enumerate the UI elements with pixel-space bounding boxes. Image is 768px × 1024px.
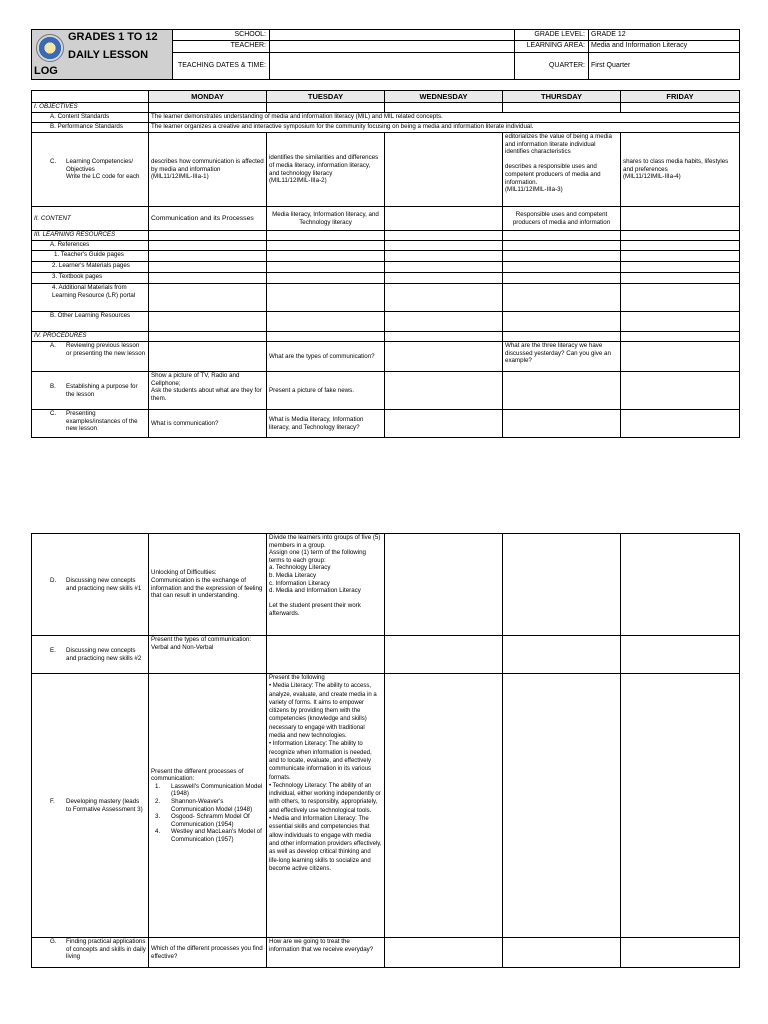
learning-competencies-label	[32, 133, 149, 207]
procedure-a-text: Reviewing previous lesson or presenting the new lesson	[66, 342, 146, 357]
procedure-d-label	[32, 534, 149, 636]
procedure-c-monday: What is communication?	[149, 410, 267, 438]
teaching-dates-label: TEACHING DATES & TIME:	[173, 52, 270, 79]
process-item: Osgood- Schramm Model Of Communication (1954)	[171, 813, 250, 828]
grade-level-value: GRADE 12	[589, 30, 740, 41]
procedure-a-label	[32, 342, 149, 372]
procedure-a-thursday: What are the three literacy we have discussed yesterday? Can you give an example?	[503, 342, 621, 372]
procedure-d-thursday	[503, 534, 621, 636]
procedure-g-num: G.	[50, 938, 57, 945]
lesson-log-table-1	[31, 90, 740, 438]
procedure-f-friday	[621, 674, 740, 938]
procedure-e-friday	[621, 636, 740, 674]
procedure-g-wednesday	[385, 938, 503, 968]
procedure-d-friday	[621, 534, 740, 636]
procedure-b-text: Establishing a purpose for the lesson	[66, 382, 138, 398]
processes-intro: Present the different processes of communication:	[151, 767, 244, 783]
procedure-e-num: E.	[50, 646, 56, 654]
corner-cell	[32, 91, 149, 103]
content-thursday: Responsible uses and competent producers of media and information	[503, 207, 621, 231]
procedure-a-friday	[621, 342, 740, 372]
procedure-b-tuesday: Present a picture of fake news.	[267, 372, 385, 410]
section-learning-resources: III. LEARNING RESOURCES	[32, 231, 149, 241]
procedure-b-label	[32, 372, 149, 410]
procedure-g-monday: Which of the different processes you find effective?	[149, 938, 267, 968]
process-item: Lasswell's Communication Model (1948)	[171, 782, 263, 798]
procedure-c-thursday	[503, 410, 621, 438]
procedure-f-thursday	[503, 674, 621, 938]
procedure-c-num: C.	[50, 410, 57, 417]
procedure-b-friday	[621, 372, 740, 410]
day-header-tuesday: TUESDAY	[267, 91, 385, 103]
procedure-f-text: Developing mastery (leads to Formative Assessment 3)	[66, 797, 143, 813]
procedure-f-num: F.	[50, 797, 55, 805]
title-line-1: GRADES 1 TO 12	[68, 31, 158, 43]
procedure-d-wednesday	[385, 534, 503, 636]
content-friday	[621, 207, 740, 231]
procedure-f-wednesday	[385, 674, 503, 938]
day-header-wednesday: WEDNESDAY	[385, 91, 503, 103]
quarter-label: QUARTER:	[515, 52, 589, 79]
procedure-g-tuesday: How are we going to treat the information that we receive everyday?	[267, 938, 385, 968]
procedure-e-label	[32, 636, 149, 674]
section-procedures: IV. PROCEDURES	[32, 332, 149, 342]
procedure-e-wednesday	[385, 636, 503, 674]
day-header-thursday: THURSDAY	[503, 91, 621, 103]
competency-wednesday	[385, 133, 503, 207]
procedure-g-thursday	[503, 938, 621, 968]
competency-monday: describes how communication is affected by media and information (MIL11/12IMIL-IIIa-1)	[149, 133, 267, 207]
teacher-value	[270, 41, 515, 52]
learning-competencies-num: C.	[50, 158, 57, 166]
procedure-e-thursday	[503, 636, 621, 674]
procedure-f-monday: Present the different processes of communication: 1. Lasswell's Communication Model (1948) 2. Shannon-Weaver's Communication Model (1948) 3. Osgood- Schramm Model Of Communication (1954) 4. Westley and MacLean's Model of Communication (1957)	[149, 674, 267, 938]
process-item: Shannon-Weaver's Communication Model (1948)	[171, 797, 253, 813]
lesson-log-table-2	[31, 533, 740, 968]
procedure-d-num: D.	[50, 576, 57, 584]
competency-tuesday: identifies the similarities and differences of media literacy, information literacy, and technology literacy (MIL11/12IMIL-IIIa-2)	[267, 133, 385, 207]
title-line-3: LOG	[34, 65, 58, 77]
procedure-g-friday	[621, 938, 740, 968]
procedure-b-thursday	[503, 372, 621, 410]
references-label: A. References	[32, 241, 149, 251]
procedure-a-monday	[149, 342, 267, 372]
competency-friday: shares to class media habits, lifestyles and preferences (MIL11/12IMIL-IIIa-4)	[621, 133, 740, 207]
teacher-label: TEACHER:	[173, 41, 270, 52]
procedure-e-monday: Present the types of communication: Verbal and Non-Verbal	[149, 636, 267, 674]
header-table	[31, 29, 740, 80]
quarter-value: First Quarter	[589, 52, 740, 79]
performance-standards-label: B. Performance Standards	[32, 123, 149, 133]
section-objectives: I. OBJECTIVES	[32, 103, 149, 113]
procedure-a-num: A.	[50, 342, 56, 349]
procedure-c-text: Presenting examples/instances of the new lesson	[66, 410, 138, 433]
learners-materials-label: 2. Learner's Materials pages	[32, 262, 149, 273]
performance-standards-text: The learner organizes a creative and interactive symposium for the community focusing on being a media and information literate individual.	[149, 123, 740, 133]
grade-level-label: GRADE LEVEL:	[515, 30, 589, 41]
day-header-friday: FRIDAY	[621, 91, 740, 103]
deped-seal-icon	[36, 34, 64, 62]
school-value	[270, 30, 515, 41]
procedure-f-tuesday: Present the following • Media Literacy: The ability to access, analyze, evaluate, and create media in a variety of forms. It aims to empower citizens by providing them with the competencies (knowledge and skills) necessary to engage with traditional media and new technologies. • Information Literacy: The ability to recognize when information is needed, and to locate, evaluate, and effectively communicate information in its various formats. • Technology Literacy: The ability of an individual, either working independently or with others, to responsibly, appropriately, and effectively use technological tools. • Media and Information Literacy: The essential skills and competencies that allow individuals to engage with media and other information providers effectively, as well as develop critical thinking and life-long learning skills to socialize and become active citizens.	[267, 674, 385, 938]
content-standards-text: The learner demonstrates understanding of media and information literacy (MIL) and MIL related concepts.	[149, 113, 740, 123]
procedure-b-wednesday	[385, 372, 503, 410]
learning-area-label: LEARNING AREA:	[515, 41, 589, 52]
textbook-pages-label: 3. Textbook pages	[32, 273, 149, 284]
procedure-c-friday	[621, 410, 740, 438]
process-item: Westley and MacLean's Model of Communication (1957)	[171, 828, 262, 843]
teaching-dates-value	[270, 52, 515, 79]
content-standards-label: A. Content Standards	[32, 113, 149, 123]
title-block	[32, 30, 173, 80]
content-monday: Communication and its Processes	[149, 207, 267, 231]
procedure-d-monday: Unlocking of Difficulties: Communication is the exchange of information and the expression of feeling that can result in understanding.	[149, 534, 267, 636]
procedure-c-tuesday: What is Media literacy, Information literacy, and Technology literacy?	[267, 410, 385, 438]
procedure-a-wednesday	[385, 342, 503, 372]
procedure-c-wednesday	[385, 410, 503, 438]
teachers-guide-label: 1. Teacher's Guide pages	[32, 251, 149, 262]
section-content: II. CONTENT	[32, 207, 149, 231]
procedure-d-text: Discussing new concepts and practicing new skills #1	[66, 576, 142, 592]
procedure-g-label	[32, 938, 149, 968]
learning-area-value: Media and Information Literacy	[589, 41, 740, 52]
procedure-g-text: Finding practical applications of concepts and skills in daily living	[66, 938, 146, 961]
procedure-c-label	[32, 410, 149, 438]
content-wednesday	[385, 207, 503, 231]
procedure-d-tuesday: Divide the learners into groups of five (5) members in a group. Assign one (1) term of the following terms to each group: a. Technology Literacy b. Media Literacy c. Information Literacy d. Media and Information Literacy Let the student present their work afterwards.	[267, 534, 385, 636]
procedure-b-monday: Show a picture of TV, Radio and Cellphone; Ask the students about what are they for them.	[149, 372, 267, 410]
title-line-2: DAILY LESSON	[68, 49, 149, 61]
procedure-e-tuesday	[267, 636, 385, 674]
additional-materials-label: 4. Additional Materials from Learning Resource (LR) portal	[32, 284, 149, 312]
procedure-b-num: B.	[50, 382, 56, 390]
day-header-monday: MONDAY	[149, 91, 267, 103]
learning-competencies-text: Learning Competencies/ Objectives Write the LC code for each	[66, 158, 140, 181]
procedure-a-tuesday: What are the types of communication?	[267, 342, 385, 372]
procedure-f-label	[32, 674, 149, 938]
school-label: SCHOOL:	[173, 30, 270, 41]
competency-thursday: editorializes the value of being a media and information literate individual identifies characteristics describes a responsible uses and competent producers of media and information. (MIL11/12IMIL-IIIa-3)	[503, 133, 621, 207]
content-tuesday: Media literacy, Information literacy, and Technology literacy	[267, 207, 385, 231]
other-resources-label: B. Other Learning Resources	[32, 312, 149, 332]
procedure-e-text: Discussing new concepts and practicing new skills #2	[66, 646, 142, 662]
